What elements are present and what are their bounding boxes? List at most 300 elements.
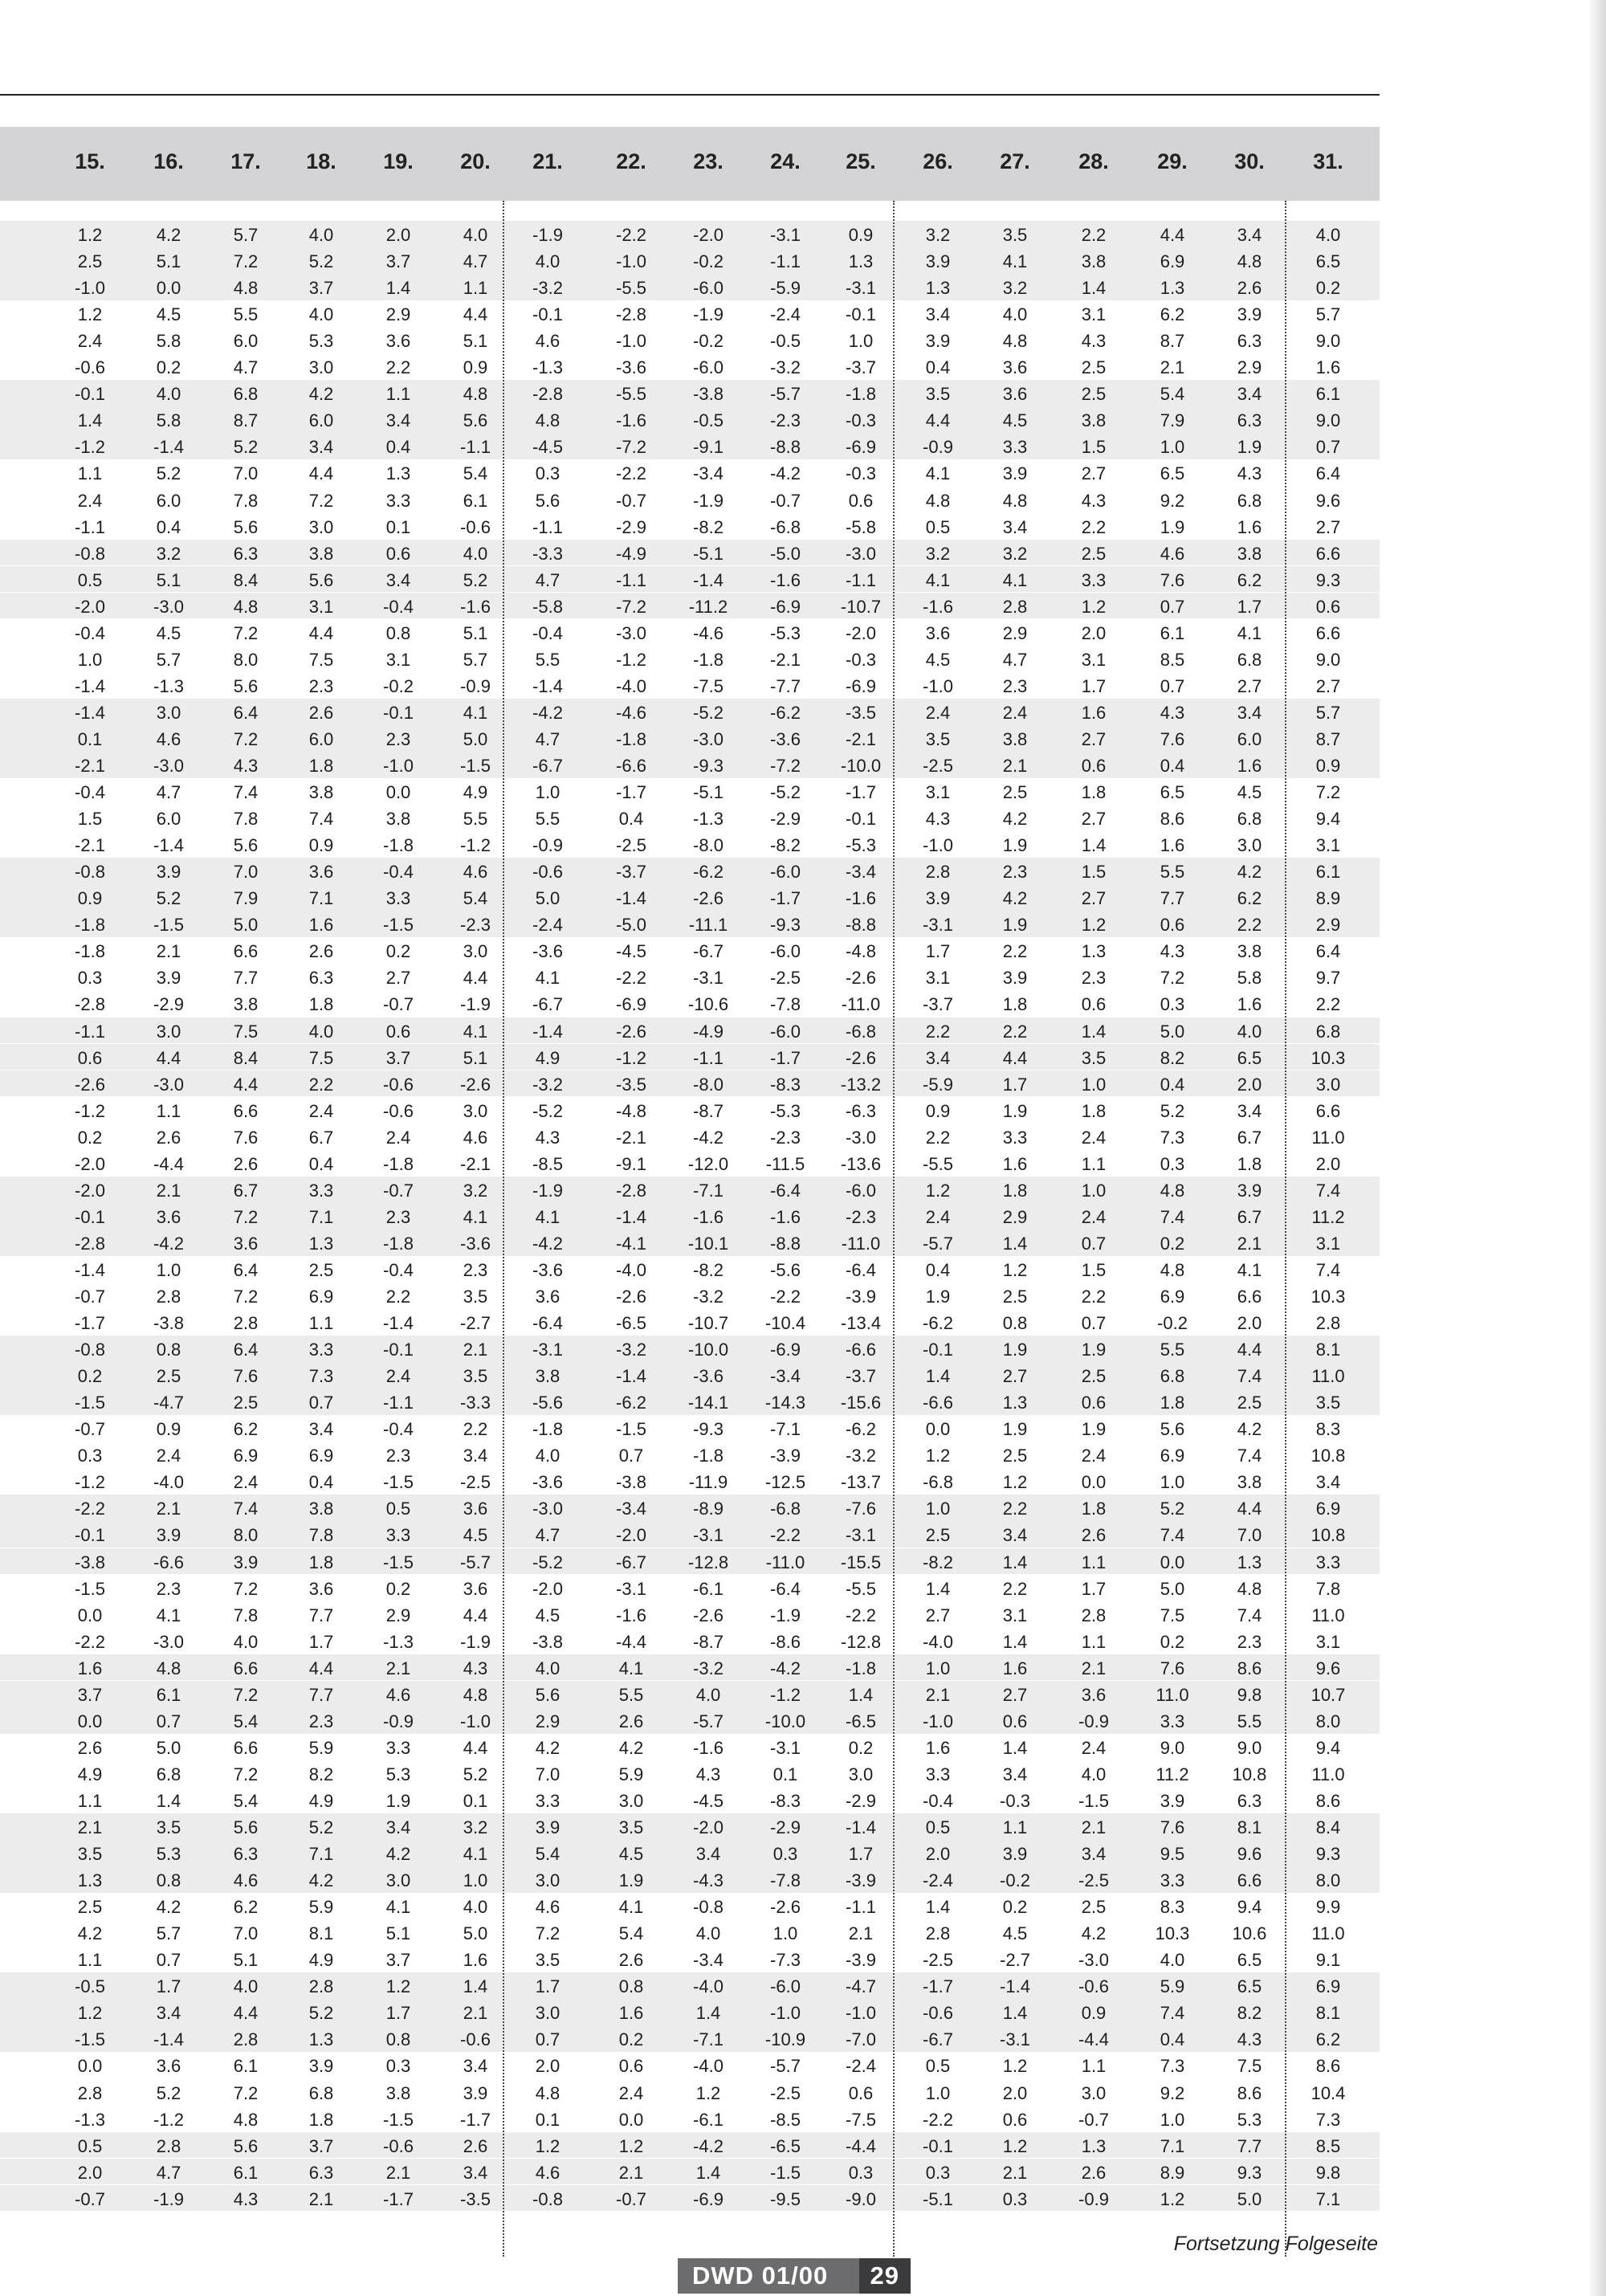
table-cell: -1.0	[616, 331, 646, 352]
table-cell: -2.1	[75, 835, 105, 856]
table-cell: -3.1	[846, 1525, 876, 1546]
table-cell: -1.6	[846, 888, 876, 909]
table-cell: -0.2	[1000, 1870, 1030, 1891]
table-cell: -5.7	[460, 1552, 491, 1572]
table-cell: 0.9	[308, 835, 334, 856]
table-cell: -3.1	[846, 278, 876, 299]
table-cell: 1.5	[77, 809, 103, 830]
table-cell: -4.0	[153, 1472, 184, 1493]
table-cell: 6.0	[308, 410, 334, 431]
table-row	[0, 1576, 1380, 1602]
table-cell: 2.9	[1237, 357, 1262, 378]
table-cell: 2.4	[1002, 702, 1028, 723]
table-cell: 0.2	[385, 941, 411, 962]
table-cell: 6.4	[233, 702, 259, 723]
table-cell: 10.6	[1232, 1923, 1267, 1944]
table-cell: 1.0	[1160, 2109, 1185, 2130]
table-cell: 5.4	[463, 463, 488, 484]
table-cell: 2.1	[156, 1180, 181, 1201]
table-cell: -1.0	[460, 1711, 491, 1731]
table-cell: 2.8	[1002, 596, 1028, 617]
table-cell: -5.2	[532, 1100, 563, 1121]
table-cell: 3.7	[385, 251, 411, 272]
table-cell: -2.1	[75, 756, 105, 776]
table-cell: -1.8	[383, 835, 414, 856]
table-cell: 1.7	[1081, 1578, 1107, 1599]
table-cell: 5.1	[463, 1047, 488, 1068]
column-header: 15.	[75, 149, 105, 173]
table-cell: -1.8	[846, 1658, 876, 1678]
table-cell: 2.2	[925, 1021, 951, 1042]
table-cell: 0.4	[618, 809, 644, 830]
table-cell: 0.4	[385, 437, 411, 458]
table-cell: 3.8	[1237, 941, 1262, 962]
table-cell: 7.4	[1237, 1605, 1262, 1625]
table-cell: 8.6	[1237, 1658, 1262, 1678]
table-cell: 1.2	[77, 225, 103, 245]
table-cell: -1.4	[693, 569, 724, 590]
table-cell: 2.3	[308, 675, 334, 696]
table-cell: 2.2	[1315, 994, 1341, 1015]
table-cell: 4.6	[463, 862, 488, 883]
table-row	[0, 1682, 1380, 1708]
table-cell: 6.8	[1160, 1366, 1185, 1387]
table-cell: -0.3	[846, 463, 876, 484]
table-cell: -7.8	[770, 1870, 801, 1891]
table-cell: -1.0	[616, 251, 646, 272]
table-cell: -6.9	[846, 675, 876, 696]
table-cell: 9.0	[1315, 649, 1341, 670]
table-cell: 1.4	[848, 1684, 874, 1705]
table-cell: 3.9	[1237, 304, 1262, 325]
table-cell: 3.1	[308, 596, 334, 617]
table-cell: 1.2	[1002, 2135, 1028, 2156]
table-cell: 3.9	[1160, 1790, 1185, 1811]
table-cell: -2.6	[846, 968, 876, 989]
table-cell: -5.1	[923, 2188, 953, 2209]
table-cell: 7.8	[233, 1605, 259, 1625]
table-cell: 4.1	[925, 463, 951, 484]
table-cell: 0.5	[925, 516, 951, 537]
table-cell: 4.9	[308, 1950, 334, 1971]
table-cell: 3.4	[156, 2003, 181, 2024]
table-cell: 5.6	[308, 569, 334, 590]
table-cell: 3.9	[1002, 463, 1028, 484]
table-cell: 0.3	[77, 968, 103, 989]
table-cell: -0.7	[75, 1419, 105, 1440]
table-cell: -6.6	[846, 1340, 876, 1360]
table-cell: 0.4	[925, 357, 951, 378]
table-cell: -6.6	[153, 1552, 184, 1572]
table-cell: 7.8	[233, 809, 259, 830]
table-cell: 4.8	[925, 490, 951, 511]
table-cell: -8.2	[923, 1552, 953, 1572]
table-cell: 0.9	[1315, 756, 1341, 776]
table-cell: -0.1	[75, 1206, 105, 1227]
table-cell: 0.7	[618, 1446, 644, 1466]
table-cell: -2.5	[923, 756, 953, 776]
table-cell: -9.3	[693, 756, 724, 776]
table-cell: 6.1	[233, 2056, 259, 2077]
table-row	[0, 1257, 1380, 1283]
table-cell: 1.9	[385, 1790, 411, 1811]
table-cell: 5.8	[1237, 968, 1262, 989]
table-cell: -6.2	[770, 702, 801, 723]
table-cell: -5.6	[532, 1393, 563, 1413]
table-cell: 4.4	[1002, 1047, 1028, 1068]
table-cell: 5.1	[233, 1950, 259, 1971]
table-cell: -3.6	[532, 1259, 563, 1280]
table-cell: 1.9	[1081, 1419, 1107, 1440]
table-cell: 4.0	[1160, 1950, 1185, 1971]
table-cell: 8.5	[1315, 2135, 1341, 2156]
table-cell: -5.6	[770, 1259, 801, 1280]
table-cell: 4.3	[1081, 331, 1107, 352]
table-cell: 4.0	[1002, 304, 1028, 325]
table-cell: 3.6	[463, 1499, 488, 1519]
table-cell: -0.5	[693, 410, 724, 431]
table-cell: 2.1	[463, 1340, 488, 1360]
table-cell: 5.4	[618, 1923, 644, 1944]
table-cell: 2.7	[1081, 728, 1107, 749]
table-cell: 6.9	[308, 1287, 334, 1307]
table-cell: -1.9	[693, 490, 724, 511]
table-cell: 0.2	[1002, 1897, 1028, 1918]
table-cell: -2.2	[616, 463, 646, 484]
table-cell: -1.4	[616, 1206, 646, 1227]
table-cell: 1.4	[1081, 278, 1107, 299]
table-cell: 6.1	[156, 1684, 181, 1705]
table-row	[0, 1204, 1380, 1230]
table-row	[0, 2080, 1380, 2106]
table-cell: -5.5	[923, 1153, 953, 1174]
table-cell: 4.3	[1237, 463, 1262, 484]
table-cell: 2.3	[156, 1578, 181, 1599]
table-cell: 3.8	[1237, 1472, 1262, 1493]
table-cell: 7.3	[1160, 2056, 1185, 2077]
column-header: 21.	[532, 149, 563, 173]
table-cell: -11.0	[841, 994, 881, 1015]
table-cell: -5.7	[770, 2056, 801, 2077]
table-cell: -1.5	[770, 2162, 801, 2183]
table-cell: 2.4	[77, 331, 103, 352]
table-cell: 0.9	[1081, 2003, 1107, 2024]
table-cell: -3.6	[460, 1233, 491, 1254]
table-cell: 4.1	[535, 1206, 560, 1227]
table-cell: 3.0	[308, 357, 334, 378]
table-cell: 0.3	[1002, 2188, 1028, 2209]
table-cell: 0.8	[385, 622, 411, 643]
table-cell: 5.9	[618, 1764, 644, 1784]
table-cell: 0.6	[385, 543, 411, 564]
table-cell: -1.3	[75, 2109, 105, 2130]
table-cell: 4.0	[233, 1631, 259, 1652]
table-row	[0, 301, 1380, 328]
table-cell: -2.0	[532, 1578, 563, 1599]
table-cell: 8.1	[1237, 1817, 1262, 1837]
table-cell: -1.5	[460, 756, 491, 776]
table-row	[0, 1629, 1380, 1655]
table-cell: 3.4	[308, 437, 334, 458]
table-cell: 3.3	[1081, 569, 1107, 590]
table-cell: -2.4	[532, 915, 563, 936]
table-cell: -1.1	[770, 251, 801, 272]
table-cell: -3.8	[616, 1472, 646, 1493]
table-cell: 0.7	[156, 1950, 181, 1971]
table-cell: -1.9	[460, 994, 491, 1015]
table-cell: -0.1	[846, 809, 876, 830]
table-cell: -1.8	[75, 915, 105, 936]
table-cell: -7.2	[770, 756, 801, 776]
table-row	[0, 1336, 1380, 1363]
table-cell: 5.4	[535, 1844, 560, 1865]
table-cell: -6.6	[923, 1393, 953, 1413]
table-cell: -3.2	[693, 1658, 724, 1678]
table-row	[0, 1814, 1380, 1841]
table-cell: 3.7	[308, 278, 334, 299]
table-cell: -5.7	[770, 384, 801, 405]
table-cell: 6.8	[1315, 1021, 1341, 1042]
table-cell: 4.9	[308, 1790, 334, 1811]
table-cell: 5.0	[1160, 1021, 1185, 1042]
table-cell: 3.1	[385, 649, 411, 670]
table-cell: 2.1	[925, 1684, 951, 1705]
table-cell: -1.3	[532, 357, 563, 378]
table-cell: 7.2	[1315, 782, 1341, 803]
table-row	[0, 1708, 1380, 1735]
table-cell: 9.5	[1160, 1844, 1185, 1865]
table-cell: -0.7	[75, 2188, 105, 2209]
table-cell: -1.7	[75, 1313, 105, 1334]
table-cell: 7.8	[1315, 1578, 1341, 1599]
column-header: 16.	[153, 149, 184, 173]
table-row	[0, 1177, 1380, 1204]
table-cell: -10.7	[840, 596, 882, 617]
table-cell: 6.1	[1160, 622, 1185, 643]
table-row	[0, 328, 1380, 354]
table-cell: 0.0	[77, 2056, 103, 2077]
table-cell: 6.6	[1237, 1870, 1262, 1891]
table-cell: -7.2	[616, 596, 646, 617]
table-cell: -6.4	[770, 1180, 801, 1201]
column-header: 28.	[1078, 149, 1109, 173]
column-header: 20.	[460, 149, 491, 173]
table-row	[0, 1018, 1380, 1045]
table-cell: 7.2	[308, 490, 334, 511]
table-cell: 4.6	[535, 331, 560, 352]
table-cell: -1.6	[616, 1605, 646, 1625]
table-cell: 11.0	[1156, 1684, 1189, 1705]
table-cell: -3.4	[616, 1499, 646, 1519]
table-cell: 4.4	[463, 968, 488, 989]
table-cell: 4.7	[156, 782, 181, 803]
table-cell: -13.6	[840, 1153, 882, 1174]
table-cell: 9.9	[1315, 1897, 1341, 1918]
table-cell: 2.8	[156, 2135, 181, 2156]
table-cell: 2.7	[1315, 675, 1341, 696]
table-cell: -6.2	[616, 1393, 646, 1413]
table-cell: -1.1	[693, 1047, 724, 1068]
table-cell: 5.3	[156, 1844, 181, 1865]
table-cell: -3.7	[846, 1366, 876, 1387]
table-cell: -2.6	[616, 1287, 646, 1307]
table-cell: 3.4	[385, 569, 411, 590]
table-cell: -0.7	[75, 1287, 105, 1307]
table-cell: 1.4	[385, 278, 411, 299]
table-cell: -8.3	[770, 1074, 801, 1095]
table-cell: 10.4	[1310, 2082, 1346, 2103]
table-cell: 0.7	[1081, 1313, 1107, 1334]
table-cell: 9.6	[1315, 490, 1341, 511]
table-cell: 5.1	[463, 622, 488, 643]
table-cell: 10.3	[1155, 1923, 1190, 1944]
table-cell: 1.9	[1002, 1419, 1028, 1440]
table-cell: 4.4	[1160, 225, 1185, 245]
table-cell: 7.5	[1237, 2056, 1262, 2077]
table-cell: -2.8	[75, 994, 105, 1015]
table-cell: -7.1	[693, 2029, 724, 2050]
table-cell: 2.1	[1081, 1817, 1107, 1837]
table-cell: 7.9	[1160, 410, 1185, 431]
table-cell: 6.6	[233, 1658, 259, 1678]
table-cell: 2.6	[77, 1737, 103, 1758]
table-cell: -0.1	[923, 1340, 953, 1360]
column-header: 19.	[383, 149, 414, 173]
table-cell: -2.7	[460, 1313, 491, 1334]
table-cell: -6.9	[693, 2188, 724, 2209]
table-cell: 6.8	[233, 384, 259, 405]
table-cell: 1.4	[925, 1897, 951, 1918]
table-cell: 0.3	[1160, 994, 1185, 1015]
table-cell: 2.8	[233, 1313, 259, 1334]
table-cell: 1.8	[1081, 1100, 1107, 1121]
table-cell: 3.4	[308, 1419, 334, 1440]
table-cell: 5.8	[156, 331, 181, 352]
table-cell: 7.2	[233, 1684, 259, 1705]
column-header: 17.	[230, 149, 261, 173]
table-cell: 2.6	[1081, 2162, 1107, 2183]
table-row	[0, 699, 1380, 726]
table-cell: 3.8	[233, 994, 259, 1015]
table-cell: -9.3	[693, 1419, 724, 1440]
table-cell: 7.5	[308, 649, 334, 670]
table-cell: 1.7	[156, 1976, 181, 1997]
table-cell: 7.6	[1160, 728, 1185, 749]
table-cell: 1.4	[695, 2003, 721, 2024]
table-cell: -4.6	[616, 702, 646, 723]
table-cell: 7.7	[233, 968, 259, 989]
table-cell: 0.3	[772, 1844, 798, 1865]
table-row	[0, 673, 1380, 699]
table-cell: 1.8	[308, 2109, 334, 2130]
table-cell: -0.4	[383, 1419, 414, 1440]
table-cell: 2.8	[308, 1976, 334, 1997]
table-cell: 8.1	[308, 1923, 334, 1944]
table-cell: 8.6	[1160, 809, 1185, 830]
table-cell: 7.2	[1160, 968, 1185, 989]
table-cell: 1.9	[1002, 835, 1028, 856]
table-cell: -2.0	[846, 622, 876, 643]
table-cell: 1.6	[308, 915, 334, 936]
table-cell: 3.9	[463, 2082, 488, 2103]
table-cell: 4.8	[1160, 1180, 1185, 1201]
table-cell: 0.0	[618, 2109, 644, 2130]
table-cell: 2.4	[925, 702, 951, 723]
table-cell: 4.2	[308, 1870, 334, 1891]
table-cell: -1.2	[75, 1472, 105, 1493]
table-cell: -4.6	[693, 622, 724, 643]
table-cell: 8.7	[233, 410, 259, 431]
table-cell: 6.4	[1315, 941, 1341, 962]
table-cell: 2.6	[1081, 1525, 1107, 1546]
table-cell: 6.1	[463, 490, 488, 511]
table-cell: -3.2	[616, 1340, 646, 1360]
table-cell: 3.9	[1002, 968, 1028, 989]
table-row	[0, 620, 1380, 646]
table-cell: 3.6	[463, 1578, 488, 1599]
table-cell: 4.0	[463, 225, 488, 245]
table-cell: 2.2	[1081, 1287, 1107, 1307]
table-cell: 3.0	[308, 516, 334, 537]
table-cell: -6.0	[846, 1180, 876, 1201]
table-cell: 2.4	[1081, 1446, 1107, 1466]
table-cell: 7.4	[233, 782, 259, 803]
table-cell: -0.4	[75, 622, 105, 643]
table-cell: 3.7	[308, 2135, 334, 2156]
table-cell: 1.0	[1160, 1472, 1185, 1493]
table-cell: 3.9	[308, 2056, 334, 2077]
table-cell: -6.0	[693, 357, 724, 378]
table-cell: 1.9	[1081, 1340, 1107, 1360]
table-cell: 2.7	[385, 968, 411, 989]
table-cell: 1.0	[848, 331, 874, 352]
table-cell: 2.6	[308, 702, 334, 723]
table-cell: 4.1	[618, 1658, 644, 1678]
table-cell: -1.6	[616, 410, 646, 431]
table-cell: 1.6	[1237, 516, 1262, 537]
table-cell: -4.2	[532, 702, 563, 723]
table-cell: -3.9	[846, 1870, 876, 1891]
table-cell: 3.8	[1002, 728, 1028, 749]
table-cell: 2.1	[385, 2162, 411, 2183]
table-cell: 2.0	[1237, 1313, 1262, 1334]
table-cell: 4.4	[233, 1074, 259, 1095]
table-cell: 10.7	[1310, 1684, 1346, 1705]
table-cell: -3.1	[1000, 2029, 1030, 2050]
table-row	[0, 1920, 1380, 1947]
table-cell: 2.2	[925, 1127, 951, 1148]
table-cell: 6.9	[233, 1446, 259, 1466]
table-cell: -2.5	[770, 2082, 801, 2103]
table-cell: -2.4	[923, 1870, 953, 1891]
table-cell: -6.8	[770, 516, 801, 537]
table-cell: 4.7	[535, 1525, 560, 1546]
table-cell: -3.0	[1078, 1950, 1109, 1971]
table-cell: 5.2	[156, 463, 181, 484]
table-cell: 4.1	[385, 1897, 411, 1918]
table-cell: 1.1	[1081, 2056, 1107, 2077]
table-cell: -2.1	[770, 649, 801, 670]
table-cell: 3.6	[156, 1206, 181, 1227]
table-cell: -2.5	[770, 968, 801, 989]
table-cell: 5.2	[463, 1764, 488, 1784]
table-cell: 8.2	[1160, 1047, 1185, 1068]
table-cell: 7.8	[308, 1525, 334, 1546]
table-cell: 2.2	[1237, 915, 1262, 936]
table-cell: 7.4	[1237, 1366, 1262, 1387]
table-cell: -2.5	[616, 835, 646, 856]
table-row	[0, 487, 1380, 514]
